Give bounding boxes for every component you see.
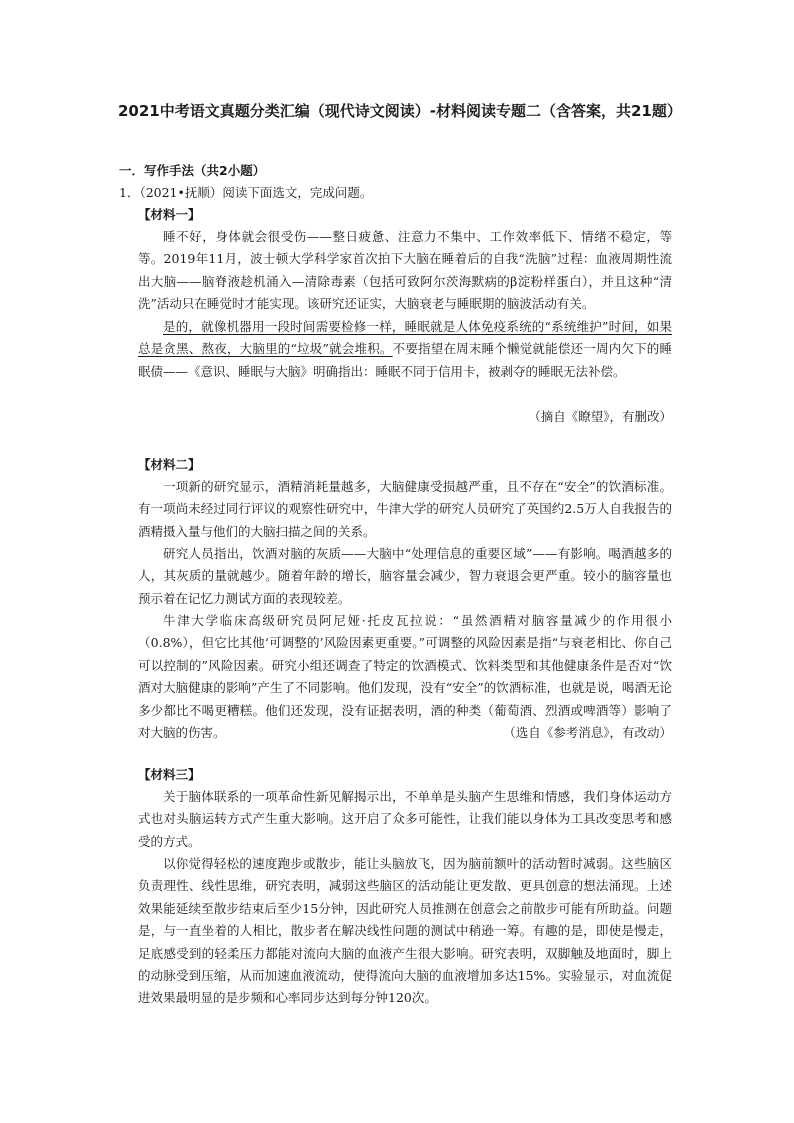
- material-1-heading: 【材料一】: [138, 207, 201, 222]
- material-2-paragraph-1: 一项新的研究显示，酒精消耗量越多，大脑健康受损越严重，且不存在“安全”的饮酒标准。有一项尚未经过同行评议的观察性研究中，牛津大学的研究人员研究了英国约2.5万人自我报告的酒精摄入量与他们的大脑扫描之间的关系。: [138, 479, 672, 539]
- material-1-paragraph-2-rest: 不要指望在周末睡个懒觉就能偿还一周内欠下的睡眠债——《意识、睡眠与大脑》明确指出：睡眠不同于信用卡，被剥夺的睡眠无法补偿。: [138, 341, 672, 379]
- material-2-source: （选自《参考消息》，有改动）: [503, 725, 672, 740]
- material-1-source: （摘自《瞭望》，有删改）: [528, 409, 672, 424]
- material-2-heading: 【材料二】: [138, 457, 201, 472]
- material-3-heading: 【材料三】: [138, 767, 201, 782]
- material-2-paragraph-3: 牛津大学临床高级研究员阿尼娅·托皮瓦拉说：“虽然酒精对脑容量减少的作用很小（0.8%），但它比其他‘可调整的’风险因素更重要。”可调整的风险因素是指“与衰老相比、你自己可以控制的”风险因素。研究小组还调查了特定的饮酒模式、饮料类型和其他健康条件是否对“饮酒对大脑健康的影响”产生了不同影响。他们发现，没有“安全”的饮酒标准，也就是说，喝酒无论多少都比不喝更糟糕。他们还发现，没有证据表明，酒的种类（葡萄酒、烈酒或啤酒等）影响了对大脑的伤害。: [138, 613, 672, 741]
- material-2-paragraph-2: 研究人员指出，饮酒对脑的灰质——大脑中“处理信息的重要区域”——有影响。喝酒越多的人，其灰质的量就越少。随着年龄的增长，脑容量会减少，智力衰退会更严重。较小的脑容量也预示着在记忆力测试方面的表现较差。: [138, 546, 672, 606]
- material-3-paragraph-2: 以你觉得轻松的速度跑步或散步，能让头脑放飞，因为脑前额叶的活动暂时减弱。这些脑区负责理性、线性思维，研究表明，减弱这些脑区的活动能让更发散、更具创意的想法涌现。上述效果能延续至散步结束后至少15分钟，因此研究人员推测在创意会之前散步可能有所助益。问题是，与一直坐着的人相比，散步者在解决线性问题的测试中稍逊一筹。有趣的是，即使是慢走，足底感受到的轻柔压力都能对流向大脑的血液产生很大影响。研究表明，双脚触及地面时，脚上的动脉受到压缩，从而加速血液流动，使得流向大脑的血液增加多达15%。实验显示，对血流促进效果最明显的是步频和心率同步达到每分钟120次。: [138, 856, 672, 1006]
- section-heading: 一．写作手法（共2小题）: [119, 163, 266, 178]
- material-3-paragraph-1: 关于脑体联系的一项革命性新见解揭示出，不单单是头脑产生思维和情感，我们身体运动方式也对头脑运转方式产生重大影响。这开启了众多可能性，让我们能以身体为工具改变思考和感受的方式。: [138, 789, 672, 849]
- underlined-sentence: 是的，就像机器用一段时间需要检修一样，睡眠就是人体免疫系统的“系统维护”时间，如果总是贪黑、熬夜，大脑里的“垃圾”就会堆积。: [138, 319, 672, 357]
- document-title: 2021中考语文真题分类汇编（现代诗文阅读）-材料阅读专题二（含答案，共21题）: [118, 102, 682, 120]
- material-1-paragraph-2: [138, 316, 672, 383]
- question-line: 1．（2021•抚顺）阅读下面选文，完成问题。: [119, 185, 373, 200]
- material-1-paragraph-1: 睡不好，身体就会很受伤——整日疲惫、注意力不集中、工作效率低下、情绪不稳定，等等。2019年11月，波士顿大学科学家首次拍下大脑在睡着后的自我“洗脑”过程：血液周期性流出大脑——脑脊液趁机涌入—清除毒素（包括可致阿尔茨海默病的β淀粉样蛋白），并且这种“清洗”活动只在睡觉时才能实现。该研究还证实，大脑衰老与睡眠期的脑波活动有关。: [138, 229, 672, 312]
